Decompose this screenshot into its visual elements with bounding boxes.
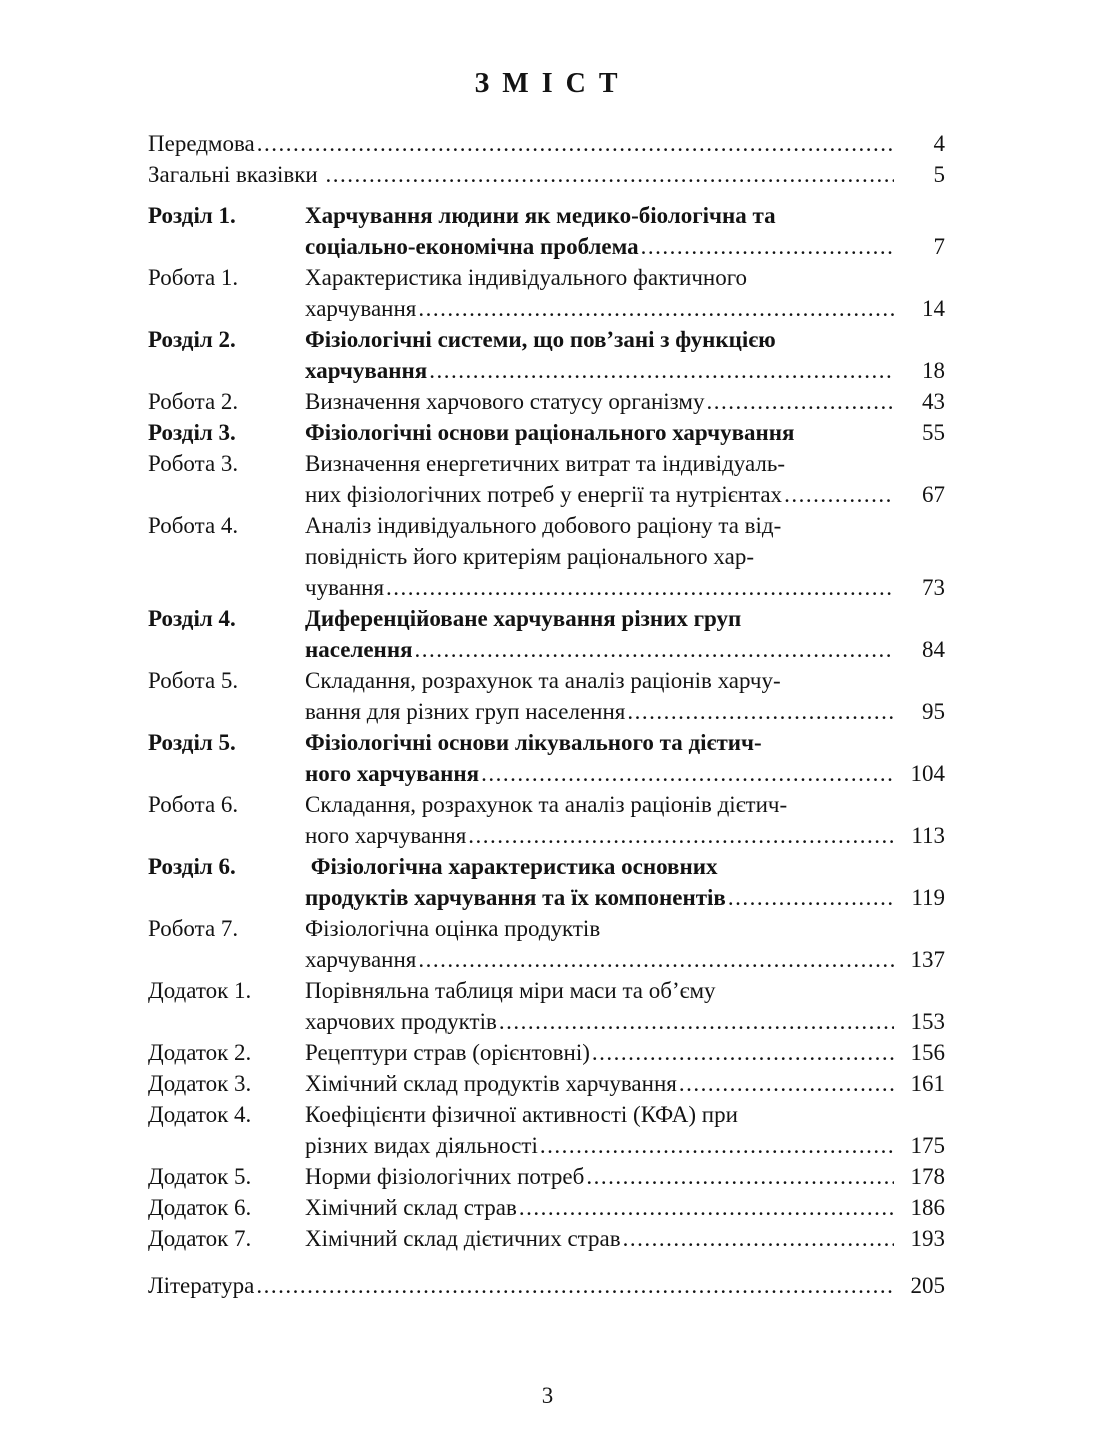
dot-leader <box>468 820 894 851</box>
dot-leader <box>679 1068 894 1099</box>
dot-leader <box>429 355 894 386</box>
dot-leader <box>784 479 894 510</box>
toc-line-text: Характеристика індивідуального фактичного <box>305 265 748 290</box>
toc-page-number: 67 <box>922 482 945 507</box>
dot-leader <box>386 572 894 603</box>
toc-line-text: Диференційоване харчування різних груп <box>305 606 742 631</box>
toc-entry-label: Розділ 4. <box>148 606 236 631</box>
toc-entry <box>148 975 945 1037</box>
dot-leader <box>519 1192 894 1223</box>
toc-line <box>305 572 945 603</box>
toc-entry-content <box>305 1161 945 1192</box>
toc-page-number: 113 <box>911 823 945 848</box>
dot-leader <box>481 758 894 789</box>
toc-entry-label: Додаток 7. <box>148 1226 252 1251</box>
toc-page-number: 73 <box>922 575 945 600</box>
toc-line <box>305 634 945 665</box>
toc-entry-content <box>305 1192 945 1223</box>
toc-entry <box>148 200 945 262</box>
toc-line <box>305 820 945 851</box>
toc-entry <box>148 913 945 975</box>
toc-entry-label: Робота 7. <box>148 916 239 941</box>
toc-entry <box>148 448 945 510</box>
toc-entry <box>148 789 945 851</box>
toc-line-text: продуктів харчування та їх компонентів <box>305 885 726 910</box>
toc-line-text: ного харчування <box>305 823 467 848</box>
toc-page-number: 119 <box>911 885 945 910</box>
toc-entry <box>148 603 945 665</box>
toc-page-number: 178 <box>910 1164 945 1189</box>
toc-line-text: Фізіологічні системи, що пов’зані з функцією <box>305 327 776 352</box>
toc-line <box>305 758 945 789</box>
toc-entry-content <box>305 386 945 417</box>
toc-entry <box>148 417 945 448</box>
toc-line-text: Хімічний склад дієтичних страв <box>305 1226 621 1251</box>
toc-page-number: 5 <box>933 162 945 187</box>
toc-entry <box>148 851 945 913</box>
toc-line <box>305 448 945 479</box>
toc-page-number: 55 <box>922 420 945 445</box>
toc-entry-label: Розділ 6. <box>148 854 236 879</box>
toc-entry-content <box>305 665 945 727</box>
toc-page-number: 161 <box>910 1071 945 1096</box>
toc-entry <box>148 159 945 190</box>
toc-entry-content <box>305 975 945 1037</box>
toc-entry-content <box>305 448 945 510</box>
toc-entry-label: Розділ 1. <box>148 203 236 228</box>
toc-line-text: соціально-економічна проблема <box>305 234 639 259</box>
toc-line-text: населення <box>305 637 413 662</box>
toc-entry-content <box>148 128 945 159</box>
toc-page-number: 175 <box>910 1133 945 1158</box>
toc-line-text: Фізіологічна характеристика основних <box>305 854 718 879</box>
toc-line-text: Загальні вказівки <box>148 162 324 187</box>
toc-line-text: Складання, розрахунок та аналіз раціонів харчу- <box>305 668 781 693</box>
toc-entry <box>148 1099 945 1161</box>
toc-entry <box>148 1037 945 1068</box>
toc-line-text: них фізіологічних потреб у енергії та нутрієнтах <box>305 482 783 507</box>
toc-entry-label: Розділ 3. <box>148 420 236 445</box>
toc-line-text: Харчування людини як медико-біологічна та <box>305 203 776 228</box>
toc-line <box>305 510 945 541</box>
toc-page-number: 205 <box>910 1273 945 1298</box>
toc-entry-label: Робота 6. <box>148 792 239 817</box>
toc-line-text: повідність його критеріям раціонального хар- <box>305 544 754 569</box>
toc-entry-content <box>148 1270 945 1301</box>
toc-entry-content <box>305 727 945 789</box>
toc-page-number: 18 <box>922 358 945 383</box>
toc-page-number: 7 <box>933 234 945 259</box>
toc-line-text: Визначення енергетичних витрат та індивідуаль- <box>305 451 786 476</box>
toc-entry-label: Розділ 2. <box>148 327 236 352</box>
toc-entry-content <box>305 262 945 324</box>
dot-leader <box>415 634 894 665</box>
toc-page-number: 43 <box>922 389 945 414</box>
toc-entry <box>148 324 945 386</box>
toc-line <box>305 386 945 417</box>
toc-entry-content <box>305 1223 945 1254</box>
toc-entry-content <box>305 789 945 851</box>
toc-line <box>305 603 945 634</box>
toc-page-number: 104 <box>910 761 945 786</box>
dot-leader <box>256 1270 894 1301</box>
toc-entry-content <box>305 1068 945 1099</box>
toc-line <box>305 324 945 355</box>
toc-line <box>305 231 945 262</box>
toc-line <box>305 1006 945 1037</box>
toc-entry-content <box>305 510 945 603</box>
toc-line <box>148 128 945 159</box>
toc-line <box>305 1037 945 1068</box>
toc-line <box>305 727 945 758</box>
toc-entry-label: Додаток 6. <box>148 1195 252 1220</box>
toc-entry-content <box>305 913 945 975</box>
toc-entry-content <box>148 159 945 190</box>
toc-line-text: Норми фізіологічних потреб <box>305 1164 585 1189</box>
toc-entry-label: Додаток 5. <box>148 1164 252 1189</box>
toc-line <box>305 696 945 727</box>
toc-line-text: Складання, розрахунок та аналіз раціонів дієтич- <box>305 792 788 817</box>
toc-page-number: 84 <box>922 637 945 662</box>
toc-line <box>305 851 945 882</box>
toc-line-text: Хімічний склад продуктів харчування <box>305 1071 677 1096</box>
toc-line-text: харчування <box>305 947 417 972</box>
toc-line <box>305 262 945 293</box>
toc-entry <box>148 1068 945 1099</box>
toc-entry <box>148 727 945 789</box>
toc-entry <box>148 128 945 159</box>
toc-entry-label: Робота 2. <box>148 389 239 414</box>
dot-leader <box>728 882 894 913</box>
toc-entry-label: Робота 5. <box>148 668 239 693</box>
toc-page-number: 14 <box>922 296 945 321</box>
toc-entry <box>148 1192 945 1223</box>
toc-entry-label: Додаток 3. <box>148 1071 252 1096</box>
toc-entry-label: Додаток 4. <box>148 1102 252 1127</box>
toc-entry <box>148 386 945 417</box>
toc-line <box>148 159 945 190</box>
toc-line <box>305 1223 945 1254</box>
dot-leader <box>325 159 894 190</box>
toc-entry-content <box>305 851 945 913</box>
toc-line-text: Аналіз індивідуального добового раціону та від- <box>305 513 782 538</box>
toc-line <box>305 1161 945 1192</box>
toc-line <box>305 789 945 820</box>
toc-line <box>305 1192 945 1223</box>
toc-line <box>305 665 945 696</box>
toc-page-number: 95 <box>922 699 945 724</box>
toc-line <box>305 944 945 975</box>
toc-entry <box>148 1223 945 1254</box>
toc-entry-content <box>305 200 945 262</box>
toc-entry <box>148 1270 945 1301</box>
toc-line <box>305 293 945 324</box>
toc-line-text: Хімічний склад страв <box>305 1195 517 1220</box>
toc-line <box>305 417 945 448</box>
toc-page-number: 186 <box>910 1195 945 1220</box>
dot-leader <box>623 1223 894 1254</box>
dot-leader <box>586 1161 894 1192</box>
toc-line-text: вання для різних груп населення <box>305 699 626 724</box>
toc-line <box>305 1099 945 1130</box>
toc-entry-content <box>305 1037 945 1068</box>
toc-line-text: Коефіцієнти фізичної активності (КФА) при <box>305 1102 738 1127</box>
toc-line-text: Передмова <box>148 131 255 156</box>
toc-entry-label: Робота 4. <box>148 513 239 538</box>
dot-leader <box>418 944 894 975</box>
toc-entry-label: Розділ 5. <box>148 730 236 755</box>
toc-line-text: Порівняльна таблиця міри маси та об’єму <box>305 978 716 1003</box>
toc-page-number: 153 <box>910 1009 945 1034</box>
toc-line <box>305 882 945 913</box>
toc-line-text: чування <box>305 575 385 600</box>
toc-line <box>305 541 945 572</box>
toc-line <box>305 1068 945 1099</box>
toc-entry <box>148 510 945 603</box>
toc-page-number: 193 <box>910 1226 945 1251</box>
toc-line-text: харчування <box>305 358 428 383</box>
dot-leader <box>592 1037 894 1068</box>
toc-line-text: Визначення харчового статусу організму <box>305 389 705 414</box>
footer-page-number: 3 <box>541 1383 554 1408</box>
toc-entry-label: Додаток 1. <box>148 978 252 1003</box>
toc-line <box>305 1130 945 1161</box>
toc-line-text: харчування <box>305 296 417 321</box>
toc-line <box>305 913 945 944</box>
toc-line-text: Фізіологічні основи раціонального харчування <box>305 420 795 445</box>
toc-entry-label: Робота 3. <box>148 451 239 476</box>
dot-leader <box>499 1006 894 1037</box>
toc-page-number: 156 <box>910 1040 945 1065</box>
toc-entry-content <box>305 1099 945 1161</box>
dot-leader <box>418 293 894 324</box>
toc-list <box>148 128 945 1301</box>
toc-entry <box>148 665 945 727</box>
dot-leader <box>706 386 894 417</box>
toc-line-text: ного харчування <box>305 761 480 786</box>
toc-line <box>305 200 945 231</box>
page-title: З М І С Т <box>474 68 621 99</box>
toc-entry-content <box>305 324 945 386</box>
dot-leader <box>257 128 894 159</box>
dot-leader <box>540 1130 894 1161</box>
toc-line-text: харчових продуктів <box>305 1009 497 1034</box>
toc-line <box>305 975 945 1006</box>
toc-entry <box>148 1161 945 1192</box>
toc-line <box>305 355 945 386</box>
toc-entry-label: Робота 1. <box>148 265 239 290</box>
toc-page-number: 4 <box>933 131 945 156</box>
toc-page-number: 137 <box>910 947 945 972</box>
toc-line-text: Фізіологічні основи лікувального та дієтич- <box>305 730 762 755</box>
dot-leader <box>627 696 894 727</box>
toc-entry <box>148 262 945 324</box>
toc-entry-label: Додаток 2. <box>148 1040 252 1065</box>
toc-line-text: Рецептури страв (орієнтовні) <box>305 1040 590 1065</box>
toc-entry-content <box>305 417 945 448</box>
toc-line-text: різних видах діяльності <box>305 1133 538 1158</box>
toc-entry-content <box>305 603 945 665</box>
toc-line-text: Література <box>148 1273 255 1298</box>
toc-line-text: Фізіологічна оцінка продуктів <box>305 916 601 941</box>
dot-leader <box>641 231 894 262</box>
toc-line <box>148 1270 945 1301</box>
toc-line <box>305 479 945 510</box>
